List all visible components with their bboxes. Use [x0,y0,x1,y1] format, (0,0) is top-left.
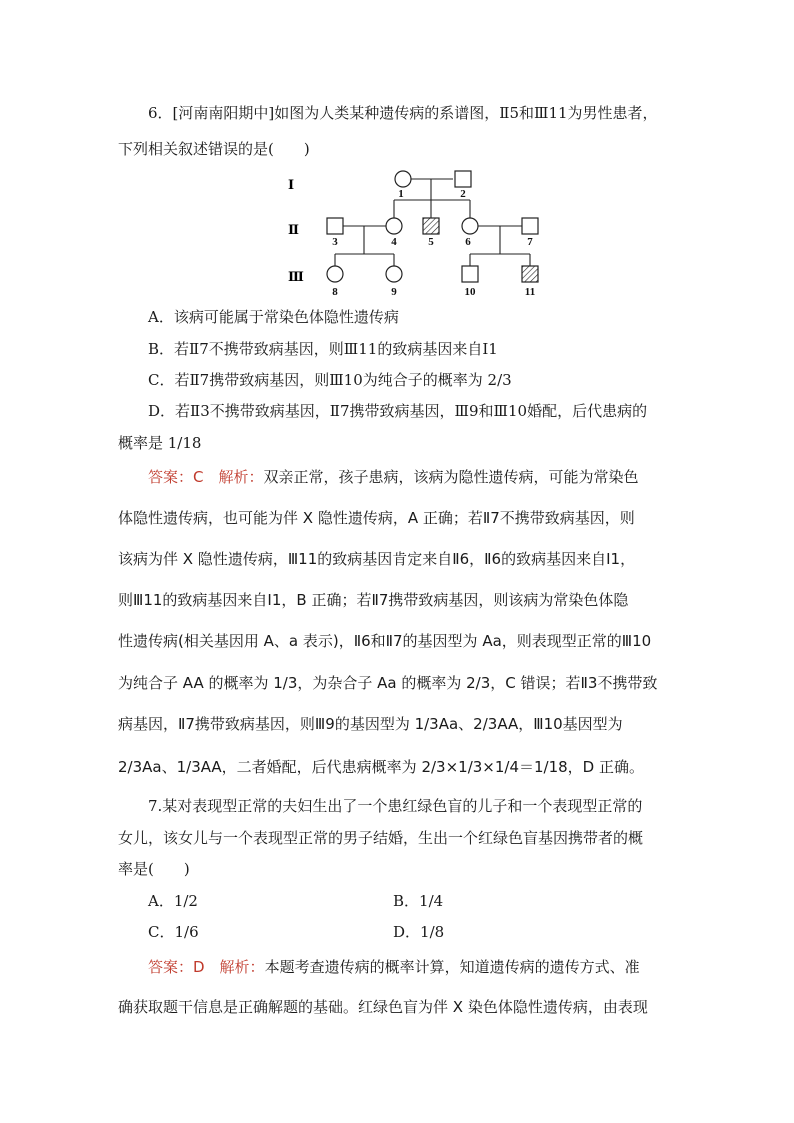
q7-stem-line-1: 7.某对表现型正常的夫妇生出了一个患红绿色盲的儿子和一个表现型正常的 [148,797,643,815]
label-1: 1 [398,188,404,200]
q6-explanation-line-2: 体隐性遗传病，也可能为伴 X 隐性遗传病，A 正确；若Ⅱ7不携带致病基因，则 [118,509,635,527]
q7-option-d: D．1/8 [393,923,445,941]
individual-2 [455,171,471,187]
pedigree-chart [280,164,560,300]
q6-explanation-line-8: 2/3Aa、1/3AA，二者婚配，后代患病概率为 2/3×1/3×1/4＝1/18，D 正确。 [118,758,645,776]
q7-option-a: A．1/2 [148,892,198,910]
q6-explanation-line-6: 为纯合子 AA 的概率为 1/3，为杂合子 Aa 的概率为 2/3，C 错误；若Ⅱ3不携带致 [118,674,658,692]
q7-answer-label: 答案：D 解析： [148,958,265,976]
q7-explanation-line-2: 确获取题干信息是正确解题的基础。红绿色盲为伴 X 染色体隐性遗传病，由表现 [118,998,648,1016]
q7-stem-line-2: 女儿，该女儿与一个表现型正常的男子结婚，生出一个红绿色盲基因携带者的概 [118,829,644,847]
q6-explanation-line-5: 性遗传病(相关基因用 A、a 表示)，Ⅱ6和Ⅱ7的基因型为 Aa，则表现型正常的Ⅲ10 [118,632,652,650]
gen-3-label: Ⅲ [288,269,304,284]
label-6: 6 [465,236,471,248]
label-2: 2 [460,188,466,200]
gen-1-label: Ⅰ [288,177,295,192]
q6-explanation-line-4: 则Ⅲ11的致病基因来自Ⅰ1，B 正确；若Ⅱ7携带致病基因，则该病为常染色体隐 [118,591,629,609]
q6-option-b: B．若Ⅱ7不携带致病基因，则Ⅲ11的致病基因来自Ⅰ1 [148,340,498,358]
label-7: 7 [527,236,533,248]
individual-11-affected [522,266,538,282]
gen-2-label: Ⅱ [288,222,299,237]
q6-header: 6．[河南南阳期中]如图为人类某种遗传病的系谱图，Ⅱ5和Ⅲ11为男性患者， [148,104,658,122]
q7-option-b: B．1/4 [393,892,444,910]
q7-stem-line-3: 率是( ) [118,860,190,878]
q6-stem: 下列相关叙述错误的是( ) [118,140,310,158]
q6-option-c: C．若Ⅱ7携带致病基因，则Ⅲ10为纯合子的概率为 2/3 [148,371,512,389]
q7-option-c: C．1/6 [148,923,199,941]
label-10: 10 [464,286,476,298]
q6-option-d-cont: 概率是 1/18 [118,434,202,452]
individual-5-affected [423,218,439,234]
q6-option-a: A．该病可能属于常染色体隐性遗传病 [148,308,399,326]
individual-8 [327,266,343,282]
individual-1 [395,171,411,187]
q6-option-d: D．若Ⅱ3不携带致病基因，Ⅱ7携带致病基因，Ⅲ9和Ⅲ10婚配，后代患病的 [148,402,648,420]
individual-4 [386,218,402,234]
label-9: 9 [391,286,397,298]
label-8: 8 [332,286,338,298]
q6-explanation-line-1: 双亲正常，孩子患病，该病为隐性遗传病，可能为常染色 [263,468,639,486]
individual-6 [462,218,478,234]
label-3: 3 [332,236,338,248]
label-5: 5 [428,236,434,248]
label-11: 11 [524,286,536,298]
q6-answer-label: 答案：C 解析： [148,468,264,486]
q6-explanation-line-7: 病基因，Ⅱ7携带致病基因，则Ⅲ9的基因型为 1/3Aa、2/3AA，Ⅲ10基因型为 [118,715,623,733]
individual-7 [522,218,538,234]
individual-9 [386,266,402,282]
individual-10 [462,266,478,282]
label-4: 4 [391,236,397,248]
individual-3 [327,218,343,234]
q6-explanation-line-3: 该病为伴 X 隐性遗传病，Ⅲ11的致病基因肯定来自Ⅱ6，Ⅱ6的致病基因来自Ⅰ1， [118,550,636,568]
q7-explanation-line-1: 本题考查遗传病的概率计算，知道遗传病的遗传方式、准 [264,958,640,976]
